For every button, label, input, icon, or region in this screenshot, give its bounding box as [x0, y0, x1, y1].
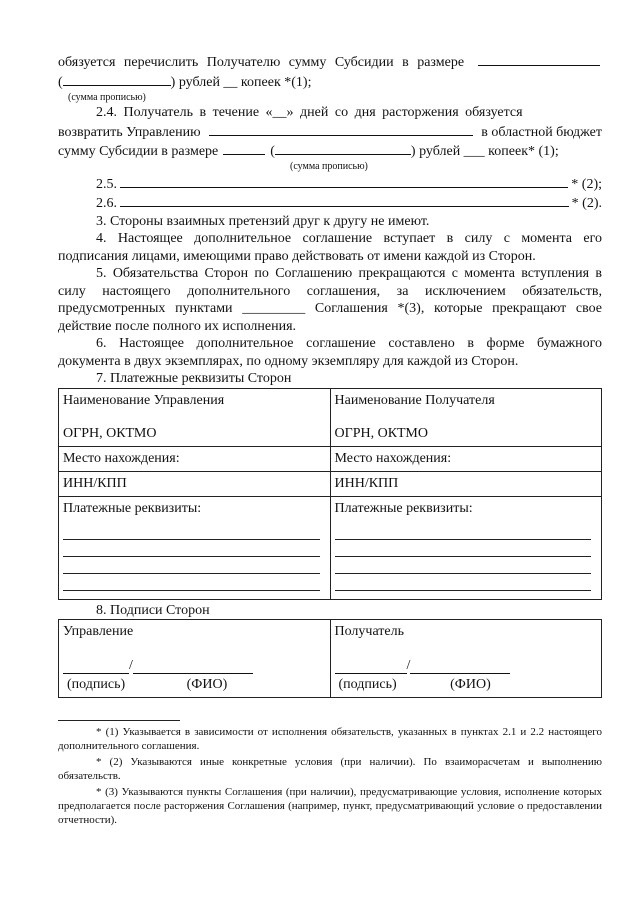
para-3: 3. Стороны взаимных претензий друг к другу не имеют. [96, 213, 430, 229]
para-2-5-num: 2.5. [96, 176, 117, 192]
req-left-bank-cell [59, 496, 331, 599]
blank-amount-words[interactable] [63, 72, 171, 86]
para-2-4-text-d: ) рублей ___ копеек* (1); [410, 144, 559, 159]
footnote-1: * (1) Указывается в зависимости от исполнения обязательств, указанных в пунктах 2.1 и 2.2 настоящего дополнительного соглашения. [58, 725, 602, 752]
req-left-name: Наименование Управления [63, 392, 225, 408]
sign-left-line[interactable]: / [63, 657, 326, 675]
paren-open: ( [58, 74, 63, 90]
req-right-inn: ИНН/КПП [330, 471, 602, 496]
note-return-words: (сумма прописью) [290, 160, 368, 172]
sign-left-cell [59, 620, 331, 698]
note-amount-words: (сумма прописью) [68, 92, 146, 103]
req-left-ogrn: ОГРН, ОКТМО [63, 426, 157, 441]
para-2-5 [58, 174, 602, 194]
top-line-1-text: обязуется перечислить Получателю сумму Субсидии в размере [58, 55, 465, 70]
blank-amount[interactable] [478, 52, 600, 66]
para-2-4-line3 [58, 141, 602, 161]
para-2-4-text-a: возвратить Управлению [58, 124, 201, 140]
para-2-4-line1: 2.4. Получатель в течение «__» дней со дня расторжения обязуется [96, 105, 523, 120]
para-2-6-num: 2.6. [96, 196, 117, 211]
req-right-location: Место нахождения: [330, 446, 602, 471]
para-2-6-tail: * (2). [571, 196, 602, 211]
paren-open-2: ( [270, 144, 275, 159]
req-left-location: Место нахождения: [59, 446, 331, 471]
para-8-heading: 8. Подписи Сторон [96, 602, 210, 618]
blank-return-words[interactable] [275, 141, 411, 155]
para-6: 6. Настоящее дополнительное соглашение составлено в форме бумажного документа в двух экземплярах, по одному экземпляру для каждой из Сторон. [58, 336, 602, 369]
document-page [58, 52, 602, 827]
para-5: 5. Обязательства Сторон по Соглашению прекращаются с момента вступления в силу настоящего дополнительного соглашения, за исключением обязательств, предусмотренных пунктами _________ Соглашения *(3), которые прекращают свое действие после полного их исполнения. [58, 266, 602, 334]
sign-left-title: Управление [63, 624, 134, 639]
footnote-separator [58, 720, 180, 721]
req-right-name: Наименование Получателя [334, 392, 495, 408]
req-left-inn: ИНН/КПП [59, 471, 331, 496]
fio-left-label: (ФИО) [186, 677, 228, 692]
sign-right-labels [335, 676, 598, 694]
sign-left-labels [63, 676, 326, 694]
blank-authority[interactable] [209, 122, 474, 136]
footnote-3: * (3) Указываются пункты Соглашения (при наличии), предусматривающие условия, исполнение которых предполагается после расторжения Соглашения (например, пункт, предусматривающий условие о предоставлении отчетности). [58, 785, 602, 826]
footnote-2: * (2) Указываются иные конкретные условия (при наличии). По взаиморасчетам и выполнению обязательств. [58, 755, 602, 782]
para-2-6 [58, 193, 602, 213]
para-2-4-line2 [58, 122, 602, 142]
requisites-table [58, 388, 602, 600]
blank-return-amount[interactable] [223, 141, 265, 155]
blank-2-6[interactable] [120, 193, 569, 207]
top-line-2-text: ) рублей __ копеек *(1); [170, 74, 312, 90]
req-left-bank: Платежные реквизиты: [63, 500, 202, 516]
para-2-4-text-b: в областной бюджет [481, 124, 602, 140]
req-left-bank-lines[interactable] [63, 523, 326, 591]
req-right-bank-lines[interactable] [335, 523, 598, 591]
para-2-4-text-c: сумму Субсидии в размере [58, 144, 219, 159]
req-right-name-cell [330, 388, 602, 446]
req-left-name-cell [59, 388, 331, 446]
para-7-heading: 7. Платежные реквизиты Сторон [96, 371, 292, 386]
para-2-5-tail: * (2); [571, 176, 602, 192]
sign-right-line[interactable]: / [335, 657, 598, 675]
footnotes [58, 725, 602, 827]
sign-right-title: Получатель [334, 624, 405, 639]
para-4: 4. Настоящее дополнительное соглашение вступает в силу с момента его подписания лицами, имеющими право действовать от имени каждой из Сторон. [58, 231, 602, 264]
req-right-bank-cell [330, 496, 602, 599]
top-line-2 [58, 72, 602, 92]
sign-left-label: (подпись) [67, 677, 126, 692]
signatures-table [58, 619, 602, 698]
top-line-1 [58, 52, 602, 72]
sign-right-cell [330, 620, 602, 698]
req-right-ogrn: ОГРН, ОКТМО [334, 426, 428, 441]
fio-right-label: (ФИО) [450, 677, 491, 692]
req-right-bank: Платежные реквизиты: [334, 500, 473, 516]
sign-right-label: (подпись) [338, 677, 397, 692]
blank-2-5[interactable] [120, 174, 568, 188]
